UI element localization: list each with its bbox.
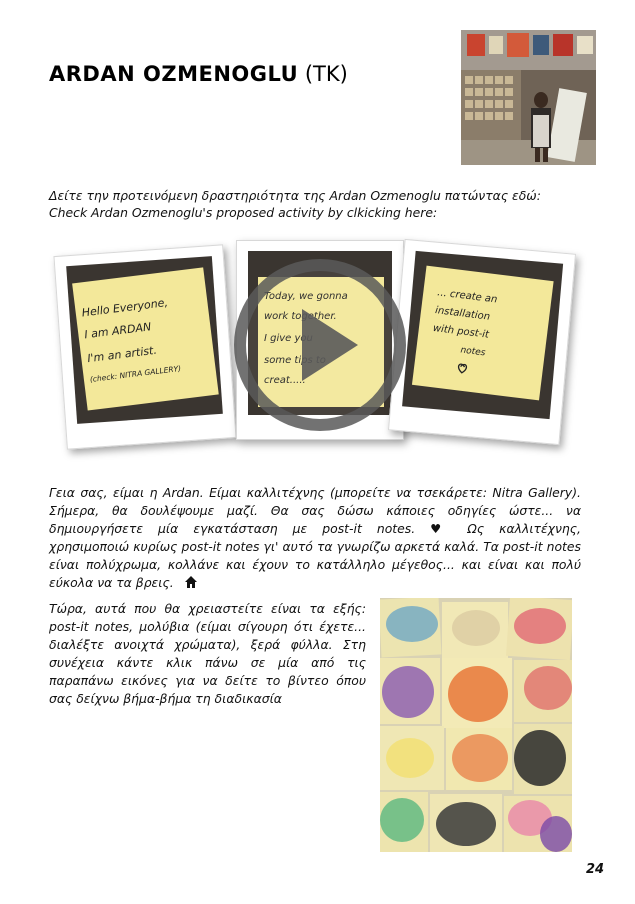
paragraph-line: δημιουργήσετε μία εγκατάσταση με post-it notes. ♥ Ως καλλιτέχνης, — [49, 521, 581, 536]
note-3-line-3: with post-it — [432, 322, 490, 341]
video-thumbnail-1[interactable] — [53, 244, 236, 449]
note-1-line-3: I'm an artist. — [86, 343, 158, 366]
note-3-line-4: notes — [459, 345, 486, 359]
intro-text — [49, 187, 589, 221]
note-3-line-1: ... create an — [436, 287, 498, 306]
paragraph-line-last — [49, 574, 581, 592]
paragraph-line: διαλέξτε ανοιχτά χρώματα), ξερά φύλλα. Στη — [49, 637, 366, 652]
paragraph-line: post-it notes, μολύβια (είμαι σίγουρη ότι έχετε... — [49, 619, 366, 634]
paragraph-line-text: εύκολα να τα βρεις. — [49, 575, 174, 590]
paragraph-line: είναι πολύχρωμα, κολλάνε και έχουν το κατάλληλο μέγεθος... και είναι και πολύ — [49, 557, 581, 572]
note-1-line-2: I am ARDAN — [83, 320, 152, 342]
heart-doodle — [458, 364, 467, 373]
play-icon[interactable] — [232, 257, 408, 433]
video-thumbnail-3[interactable] — [388, 239, 576, 445]
paragraph-line: συνέχεια κάντε κλικ πάνω σε μία από τις — [49, 655, 366, 670]
paragraph-line: Τώρα, αυτά που θα χρειαστείτε είναι τα εξής: — [49, 601, 366, 616]
handwriting — [412, 266, 554, 401]
paragraph-line: Σήμερα, θα δουλέψουμε μαζί. Θα σας δώσω κάποιες οδηγίες ώστε... να — [49, 503, 581, 518]
home-icon[interactable] — [184, 575, 198, 589]
description-paragraph — [49, 484, 581, 592]
artist-name: ARDAN OZMENOGLU — [49, 62, 299, 86]
country-code: (TK) — [304, 62, 348, 86]
note-3-line-2: installation — [434, 305, 491, 323]
paragraph-line: χρησιμοποιώ κυρίως post-it notes γι' αυτό τα γνωρίζω αρκετά καλά. Τα post-it notes — [49, 539, 581, 554]
intro-line-english: Check Ardan Ozmenoglu's proposed activity by clkicking here: — [49, 205, 438, 220]
thumbnail-1-image — [66, 256, 223, 424]
paragraph-line: παραπάνω εικόνες για να δείτε το βίντεο όπου — [49, 673, 366, 688]
note-1-line-1: Hello Everyone, — [81, 296, 169, 320]
page-number: 24 — [586, 862, 605, 877]
paragraph-line: σας δείχνω βήμα-βήμα τη διαδικασία — [49, 691, 282, 706]
materials-paragraph — [49, 600, 366, 708]
handwriting — [72, 267, 219, 410]
thumbnail-3-image — [402, 251, 563, 419]
paragraph-line: Γεια σας, είμαι η Ardan. Είμαι καλλιτέχνης (μπορείτε να τσεκάρετε: Nitra Gallery). — [49, 485, 581, 500]
note-1-line-4: (check: NITRA GALLERY) — [89, 363, 182, 384]
leaf-rubbings-photo — [380, 598, 572, 852]
post-it-note — [412, 266, 554, 401]
post-it-note — [72, 267, 219, 410]
page-title — [49, 62, 348, 86]
artist-photo — [461, 30, 596, 165]
intro-line-greek: Δείτε την προτεινόμενη δραστηριότητα της Ardan Ozmenoglu πατώντας εδώ: — [49, 188, 541, 203]
